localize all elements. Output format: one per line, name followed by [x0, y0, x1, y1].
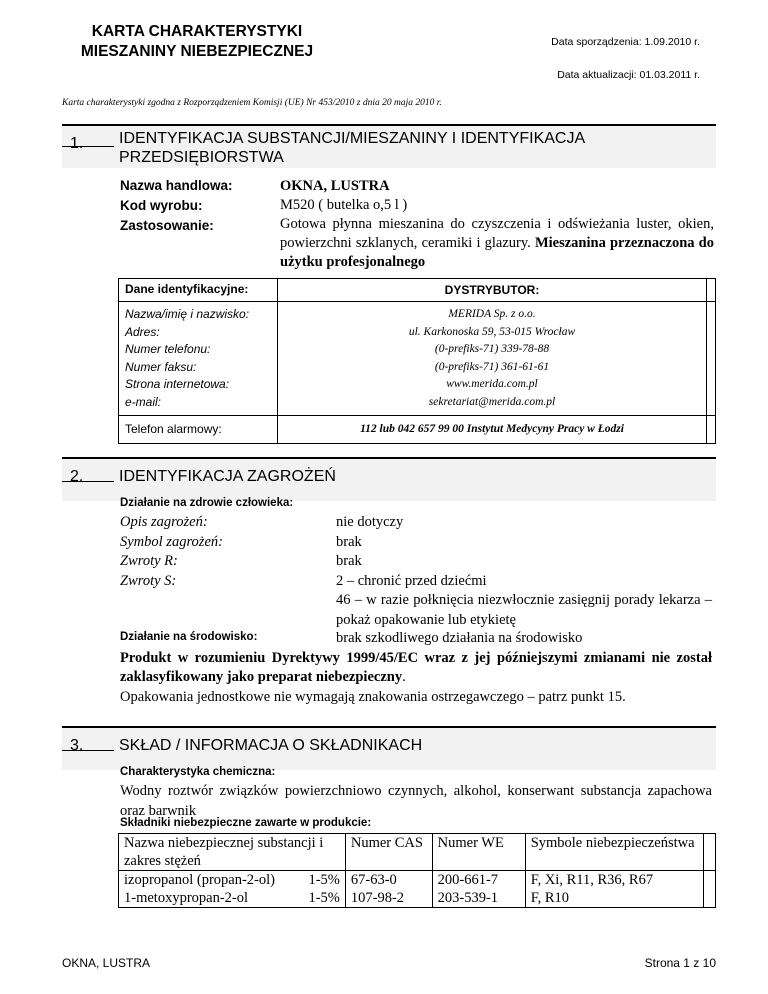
product-code-label: Kod wyrobu: [120, 198, 203, 213]
id-label-address: Adres: [125, 324, 160, 339]
footer-page-number: Strona 1 z 10 [644, 956, 716, 970]
section-3-number: 3. [70, 737, 84, 754]
product-code-value: M520 ( butelka o,5 l ) [280, 197, 408, 213]
health-heading: Działanie na zdrowie człowieka: [120, 497, 294, 509]
components-spacer-cell [704, 834, 716, 871]
id-label-name: Nazwa/imię i nazwisko: [125, 307, 250, 321]
document-title-line-2: MIESZANINY NIEBEZPIECZNEJ [80, 43, 314, 60]
section-1-title: IDENTYFIKACJA SUBSTANCJI/MIESZANINY I IDENTYFIKACJA PRZEDSIĘBIORSTWA [119, 130, 585, 166]
classification-note-end: . [402, 669, 406, 686]
component-cas: 107-98-2 [350, 890, 405, 906]
section-1-rule [62, 146, 114, 147]
component-symbols: F, Xi, R11, R36, R67 [530, 872, 654, 888]
component-name: izopropanol (propan-2-ol) [124, 872, 275, 888]
section-1-header [62, 124, 716, 168]
usage-value [280, 215, 714, 272]
components-heading: Składniki niebezpieczne zawarte w produkcie: [120, 817, 372, 829]
date-updated: Data aktualizacji: 01.03.2011 r. [557, 69, 700, 81]
date-created: Data sporządzenia: 1.09.2010 r. [551, 36, 700, 48]
components-header-row [119, 834, 716, 871]
section-2-rule [62, 481, 114, 482]
r-phrases-label: Zwroty R: [120, 553, 178, 570]
s-phrases-label: Zwroty S: [120, 572, 177, 589]
section-2-number: 2. [70, 468, 84, 485]
component-symbols-cell [525, 871, 704, 908]
id-spacer-cell [707, 302, 716, 416]
id-value-fax: (0-prefiks-71) 361-61-61 [434, 360, 550, 373]
id-spacer-cell [707, 279, 716, 302]
section-3-title: SKŁAD / INFORMACJA O SKŁADNIKACH [119, 737, 423, 754]
component-cas: 67-63-0 [350, 872, 397, 888]
id-value-address: ul. Karkonoska 59, 53-015 Wrocław [408, 325, 576, 338]
chemical-heading: Charakterystyka chemiczna: [120, 766, 276, 778]
classification-note-bold: Produkt w rozumieniu Dyrektywy 1999/45/EC wraz z jej późniejszymi zmianami nie został zaklasyfikowany jako preparat niebezpieczny [120, 649, 712, 686]
component-row-2 [124, 889, 340, 907]
component-row-1 [124, 871, 340, 889]
hazard-symbol-label: Symbol zagrożeń: [120, 533, 223, 550]
id-label-phone: Numer telefonu: [125, 342, 211, 356]
chemical-description: Wodny roztwór związków powierzchniowo czynnych, alkohol, konserwant substancja zapachowa oraz barwnik [120, 783, 712, 819]
col-header-symbols: Symbole niebezpieczeństwa [525, 834, 704, 871]
id-spacer-cell [707, 416, 716, 444]
footer-product: OKNA, LUSTRA [62, 956, 151, 970]
id-labels-cell [119, 302, 278, 416]
id-head-right: DYSTRYBUTOR: [278, 279, 707, 302]
component-cas-cell [345, 871, 432, 908]
document-title-line-1: KARTA CHARAKTERYSTYKI [91, 23, 303, 40]
labelling-note: Opakowania jednostkowe nie wymagają znakowania ostrzegawczego – patrz punkt 15. [120, 688, 626, 705]
classification-note [120, 649, 712, 688]
component-range: 1-5% [308, 890, 340, 906]
environment-label: Działanie na środowisko: [120, 631, 258, 643]
section-3-header [62, 726, 716, 770]
s-phrase-2: 46 – w razie połknięcia niezwłocznie zasięgnij porady lekarza – pokaż opakowanie lub etykietę [336, 592, 712, 628]
component-we-cell [432, 871, 525, 908]
components-spacer-cell [704, 871, 716, 908]
hazard-symbol-value: brak [336, 533, 362, 550]
col-header-name: Nazwa niebezpiecznej substancji i zakres stężeń [119, 834, 346, 871]
col-header-cas: Numer CAS [345, 834, 432, 871]
id-value-email: sekretariat@merida.com.pl [428, 395, 556, 408]
alarm-phone-value: 112 lub 042 657 99 00 Instytut Medycyny Pracy w Łodzi [278, 416, 707, 444]
environment-value: brak szkodliwego działania na środowisko [336, 630, 583, 646]
trade-name-value: OKNA, LUSTRA [280, 178, 390, 194]
id-label-website: Strona internetowa: [125, 377, 230, 391]
hazard-desc-label: Opis zagrożeń: [120, 514, 208, 530]
hazard-desc-value: nie dotyczy [336, 514, 404, 530]
component-name: 1-metoxypropan-2-ol [124, 890, 249, 906]
component-range: 1-5% [308, 872, 340, 888]
id-value-phone: (0-prefiks-71) 339-78-88 [434, 343, 550, 355]
section-3-rule [62, 750, 114, 751]
section-1-number: 1. [70, 135, 84, 152]
table-row [119, 871, 716, 908]
identification-table [118, 278, 716, 444]
component-we: 200-661-7 [437, 872, 499, 888]
s-phrase-1: 2 – chronić przed dziećmi [336, 572, 487, 589]
component-name-cell [119, 871, 346, 908]
usage-label: Zastosowanie: [120, 218, 214, 233]
id-value-website: www.merida.com.pl [446, 378, 538, 390]
usage-text: Gotowa płynna mieszanina do czyszczenia i odświeżania luster, okien, powierzchni szklanych, ceramiki i glazury. [280, 216, 714, 251]
components-table [118, 833, 716, 908]
id-value-name: MERIDA Sp. z o.o. [448, 308, 536, 320]
trade-name-label: Nazwa handlowa: [120, 178, 233, 193]
regulation-note: Karta charakterystyki zgodna z Rozporządzeniem Komisji (UE) Nr 453/2010 z dnia 20 maja 2010 r. [62, 98, 442, 108]
col-header-we: Numer WE [432, 834, 525, 871]
section-2-header [62, 457, 716, 501]
document-title [62, 22, 332, 62]
component-we: 203-539-1 [437, 890, 499, 906]
id-label-email: e-mail: [125, 394, 162, 409]
alarm-phone-label: Telefon alarmowy: [119, 416, 278, 444]
id-head-left: Dane identyfikacyjne: [119, 279, 278, 302]
id-label-fax: Numer faksu: [125, 359, 197, 374]
id-values-cell [278, 302, 707, 416]
component-symbols: F, R10 [530, 890, 570, 906]
r-phrases-value: brak [336, 553, 362, 570]
usage-bold-text: Mieszanina przeznaczona do użytku profesjonalnego [280, 235, 714, 270]
section-2-title: IDENTYFIKACJA ZAGROŻEŃ [119, 468, 336, 485]
